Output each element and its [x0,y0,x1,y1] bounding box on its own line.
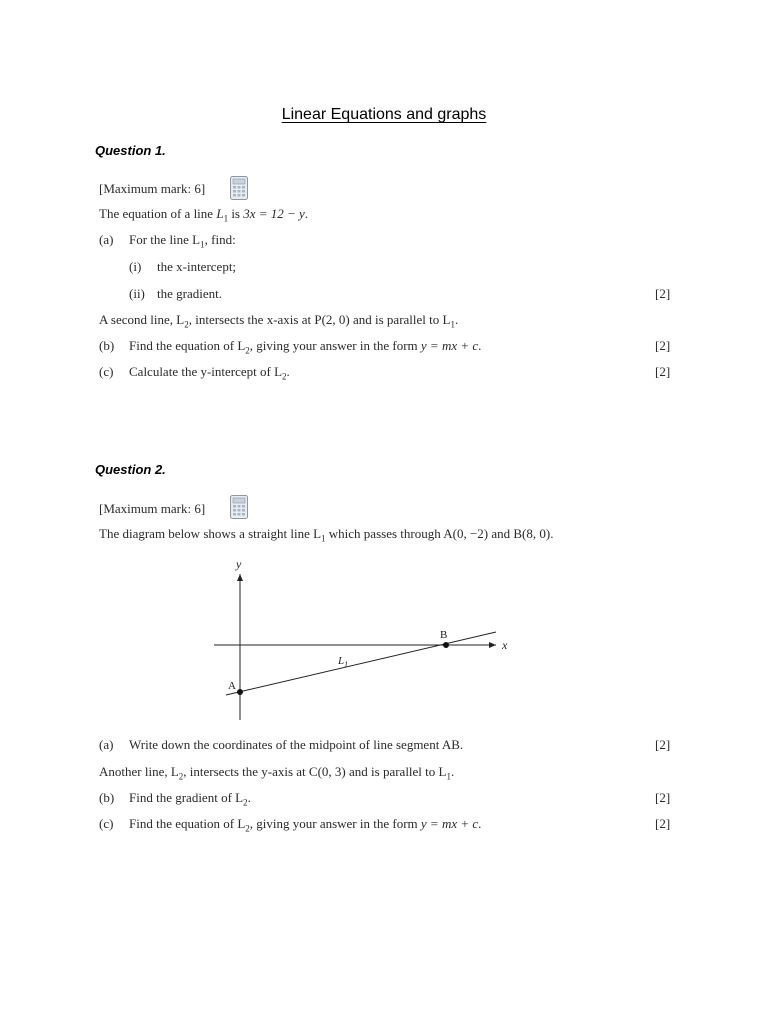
q2-part-b-end: . [247,790,251,805]
q2-part-b [99,790,251,808]
q2-another-mid: , intersects the y-axis at C(0, 3) and is parallel to L [183,764,447,779]
q1-part-c [99,364,290,382]
q1-part-a-mark: [2] [655,286,671,301]
q1-part-b-end: . [478,338,482,353]
q1-part-b-mark: [2] [655,338,671,353]
q2-another-line [99,764,454,782]
q1-stem [99,206,308,224]
q2-another-sub: 2 [178,771,184,782]
q2-part-b-sub: 2 [243,797,248,808]
q1-second-line [99,312,458,330]
q2-part-b-tag: (b) [99,790,115,805]
page-title-text: Linear Equations and graphs [281,106,487,123]
point-b-label: B [440,629,448,641]
q2-part-c-form: y = mx + c [420,816,479,831]
q2-part-b-text: Find the gradient of L [129,790,244,805]
q2-another-sub2: 1 [446,771,451,782]
q2-part-c-text: Find the equation of L [129,816,246,831]
q1-part-a-tag: (a) [99,232,114,247]
q1-part-b-tag: (b) [99,338,115,353]
q2-part-c-mark: [2] [655,816,671,831]
point-b [443,642,449,648]
q1-part-c-sub: 2 [282,371,287,382]
q1-stem-equation: 3x = 12 − y [243,206,305,221]
q2-part-a-text: Write down the coordinates of the midpoint of line segment AB. [129,737,464,752]
q1-part-b-sub: 2 [245,345,250,356]
q1-second-end: . [454,312,459,327]
q1-part-b [99,338,481,356]
q1-part-c-end: . [286,364,290,379]
q2-part-a [99,737,463,753]
q2-part-c-end: . [478,816,482,831]
q1-part-a-i-text: the x-intercept; [157,259,237,274]
q2-part-c-sub: 2 [245,823,250,834]
q1-part-a-end: , find: [204,232,236,247]
q1-part-c-text: Calculate the y-intercept of L [129,364,283,379]
q1-part-b-mid: , giving your answer in the form [249,338,421,353]
q1-stem-var: L [216,206,224,221]
q2-stem [99,526,553,544]
q1-part-b-form: y = mx + c [420,338,479,353]
q1-second-mid: , intersects the x-axis at P(2, 0) and is parallel to L [188,312,451,327]
q1-second-sub2: 1 [450,319,455,330]
q1-calculator-icon [230,176,248,200]
q1-stem-sub: 1 [223,213,229,224]
q1-second-sub: 2 [184,319,189,330]
q2-stem-text: The diagram below shows a straight line L [99,526,322,541]
question-1-heading: Question 1. [95,143,166,158]
point-a-label: A [228,680,236,692]
line-l1-label: $L_1$ [338,655,349,669]
q2-part-b-mark: [2] [655,790,671,805]
q1-part-a-text: For the line L [129,232,201,247]
q2-part-c-mid: , giving your answer in the form [249,816,421,831]
q1-part-a [99,232,236,250]
q1-part-b-text: Find the equation of L [129,338,246,353]
point-a [237,689,243,695]
q1-stem-text: The equation of a line [99,206,217,221]
q1-part-a-i [129,259,236,275]
q1-part-a-ii-tag: (ii) [129,286,145,301]
q1-part-a-ii [129,286,222,302]
q2-part-c [99,816,481,834]
q2-part-a-mark: [2] [655,737,671,752]
q1-part-a-i-tag: (i) [129,259,142,274]
q1-part-a-ii-text: the gradient. [157,286,222,301]
q2-part-a-tag: (a) [99,737,114,752]
q1-max-mark: [Maximum mark: 6] [99,181,206,196]
q1-part-a-sub: 1 [200,239,205,250]
q1-stem-end: . [304,206,309,221]
q2-calculator-icon [230,495,248,519]
q1-second-text: A second line, L [99,312,185,327]
page-title [0,106,768,124]
y-axis-label: y [236,557,242,571]
q2-stem-end: which passes through A(0, −2) and B(8, 0). [325,526,554,541]
line-diagram [200,552,520,727]
question-2-heading: Question 2. [95,462,166,477]
q2-another-end: . [450,764,455,779]
q2-part-c-tag: (c) [99,816,114,831]
q2-max-mark: [Maximum mark: 6] [99,501,206,516]
q1-part-c-mark: [2] [655,364,671,379]
q1-stem-is: is [228,206,244,221]
q2-another-text: Another line, L [99,764,179,779]
q1-part-c-tag: (c) [99,364,114,379]
line-l1 [226,632,496,695]
x-axis-label: x [502,638,508,652]
q2-stem-sub: 1 [321,533,326,544]
